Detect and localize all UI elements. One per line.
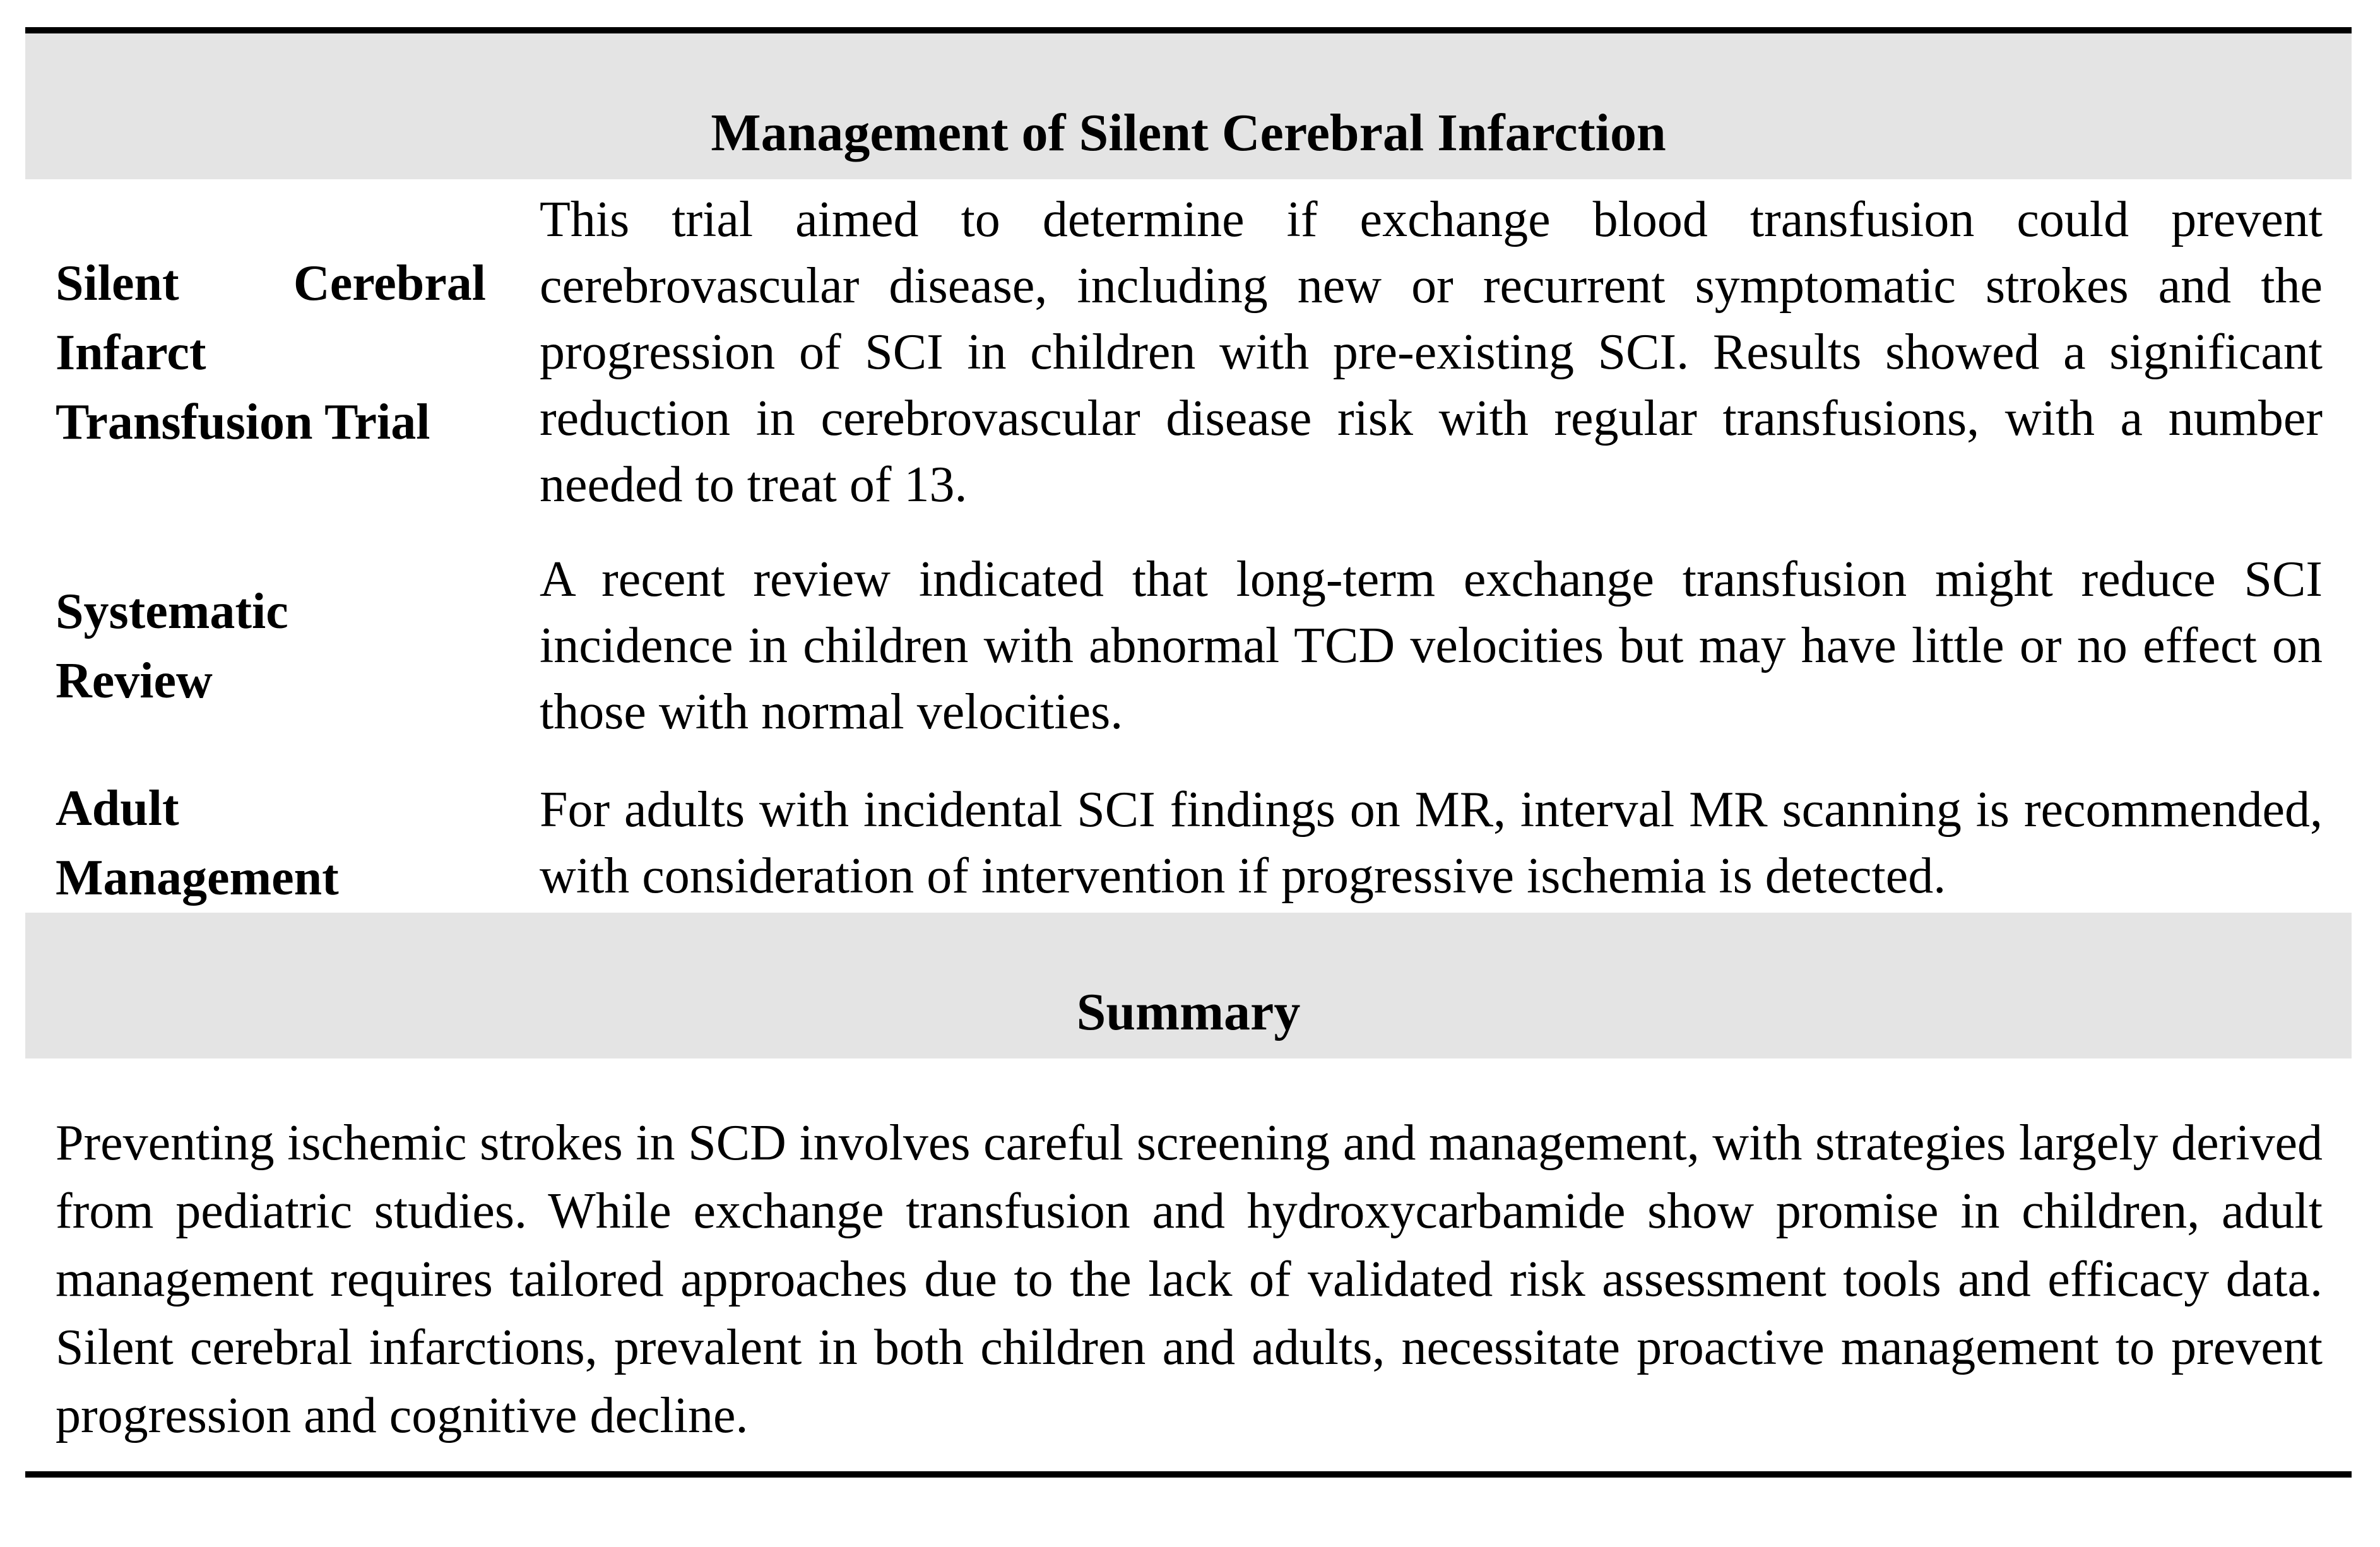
summary-title: Summary xyxy=(1076,983,1301,1041)
table-body xyxy=(25,179,2352,913)
row-label xyxy=(25,249,486,457)
row-text: This trial aimed to determine if exchange blood transfusion could prevent cerebrovascular disease, including new or recurrent symptomatic strokes and the progression of SCI in children with pre-existing SCI. Results showed a significant reduction in cerebrovascular disease risk with regular transfusions, with a number needed to treat of 13. xyxy=(540,192,2323,513)
table-top-rule xyxy=(25,27,2352,33)
row-text: For adults with incidental SCI findings on MR, interval MR scanning is recommended, with consideration of intervention if progressive ischemia is detected. xyxy=(540,782,2323,904)
row-label-line: Review xyxy=(56,653,213,709)
table-row-systematic-review xyxy=(25,547,2352,745)
row-label xyxy=(25,577,486,716)
table-row-adult-management xyxy=(25,774,2352,913)
table-row-silent-cerebral-infarct-transfusion-trial xyxy=(25,187,2352,518)
row-label-line: Adult xyxy=(56,781,179,836)
row-text: A recent review indicated that long-term exchange transfusion might reduce SCI incidence in children with abnormal TCD velocities but may have little or no effect on those with normal velocities. xyxy=(540,552,2323,740)
table xyxy=(25,27,2352,1478)
row-label-line: Silent Cerebral xyxy=(56,255,486,311)
summary-paragraph: Preventing ischemic strokes in SCD involves careful screening and management, with strategies largely derived from pediatric studies. While exchange transfusion and hydroxycarbamide show promise in children, adult management requires tailored approaches due to the lack of validated risk assessment tools and efficacy data. Silent cerebral infarctions, prevalent in both children and adults, necessitate proactive management to prevent progression and cognitive decline. xyxy=(56,1115,2323,1443)
summary-header-band xyxy=(25,913,2352,1058)
row-label-line: Transfusion Trial xyxy=(56,394,430,450)
table-title: Management of Silent Cerebral Infarction xyxy=(711,104,1666,162)
row-label-line: Management xyxy=(56,850,339,906)
row-label xyxy=(25,774,486,913)
row-label-line: Systematic xyxy=(56,583,288,639)
table-header-band xyxy=(25,33,2352,179)
row-label-line: Infarct xyxy=(56,324,206,381)
table-bottom-rule xyxy=(25,1471,2352,1478)
